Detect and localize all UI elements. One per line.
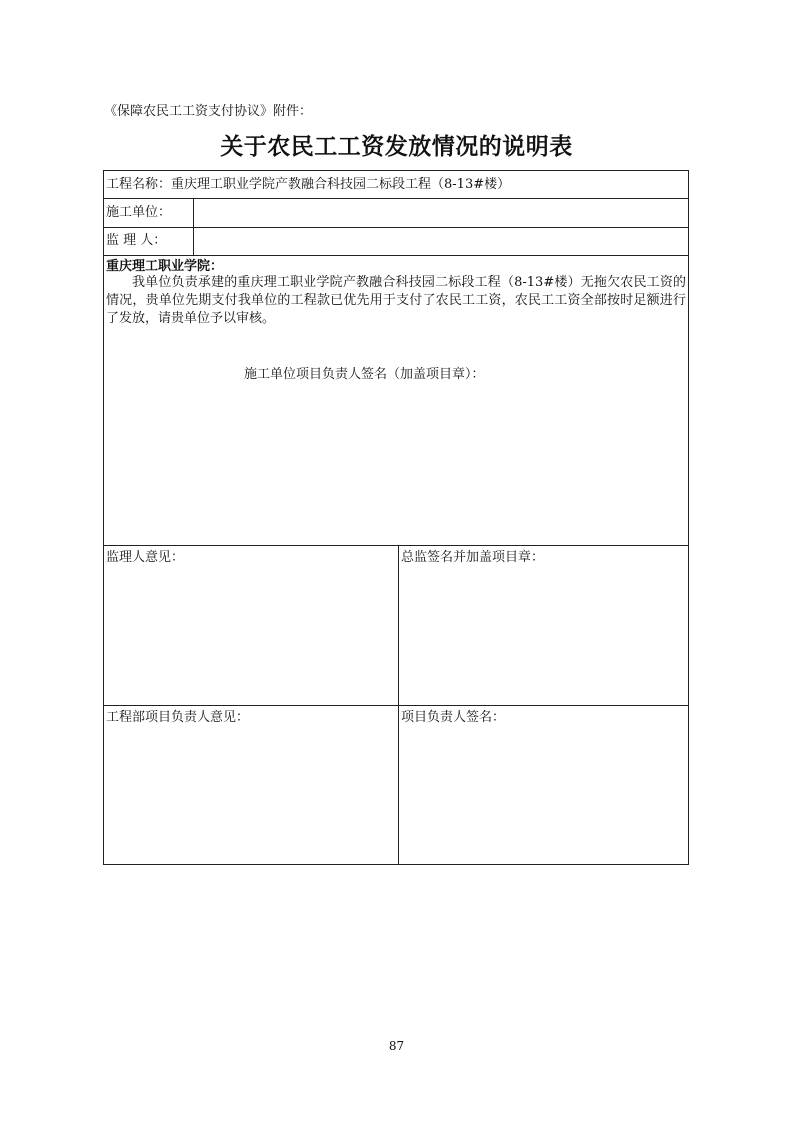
statement-form <box>103 170 689 865</box>
row-divider-1 <box>104 198 688 199</box>
row-divider-3 <box>104 255 688 256</box>
project-name-row <box>106 177 510 193</box>
page-title: 关于农民工工资发放情况的说明表 <box>220 134 573 160</box>
row-divider-5 <box>104 705 688 706</box>
project-name-label: 工程名称： <box>106 177 172 192</box>
supervisor-opinion-label: 监理人意见： <box>106 550 185 565</box>
statement-body: 我单位负责承建的重庆理工职业学院产教融合科技园二标段工程（8-13#楼）无拖欠农民工资的情况，贵单位先期支付我单位的工程款已优先用于支付了农民工工资，农民工工资全部按时足额进行了发放，请贵单位予以审核。 <box>106 275 686 326</box>
attachment-note: 《保障农民工工资支付协议》附件： <box>104 104 313 119</box>
page-number: 87 <box>388 1039 405 1053</box>
project-name-value: 重庆理工职业学院产教融合科技园二标段工程（8-13#楼） <box>171 177 511 192</box>
row-divider-4 <box>104 545 688 546</box>
chief-supervisor-label: 总监签名并加盖项目章： <box>401 550 545 565</box>
label-column-divider <box>193 198 194 255</box>
contractor-signature-label: 施工单位项目负责人签名（加盖项目章）： <box>244 367 485 382</box>
project-leader-signature-label: 项目负责人签名： <box>401 710 506 725</box>
contractor-label: 施工单位： <box>106 205 172 220</box>
opinion-column-divider <box>398 545 399 865</box>
row-divider-2 <box>104 227 688 228</box>
project-dept-opinion-label: 工程部项目负责人意见： <box>106 710 250 725</box>
statement-recipient: 重庆理工职业学院： <box>106 259 224 274</box>
supervisor-label: 监 理 人： <box>106 233 167 248</box>
